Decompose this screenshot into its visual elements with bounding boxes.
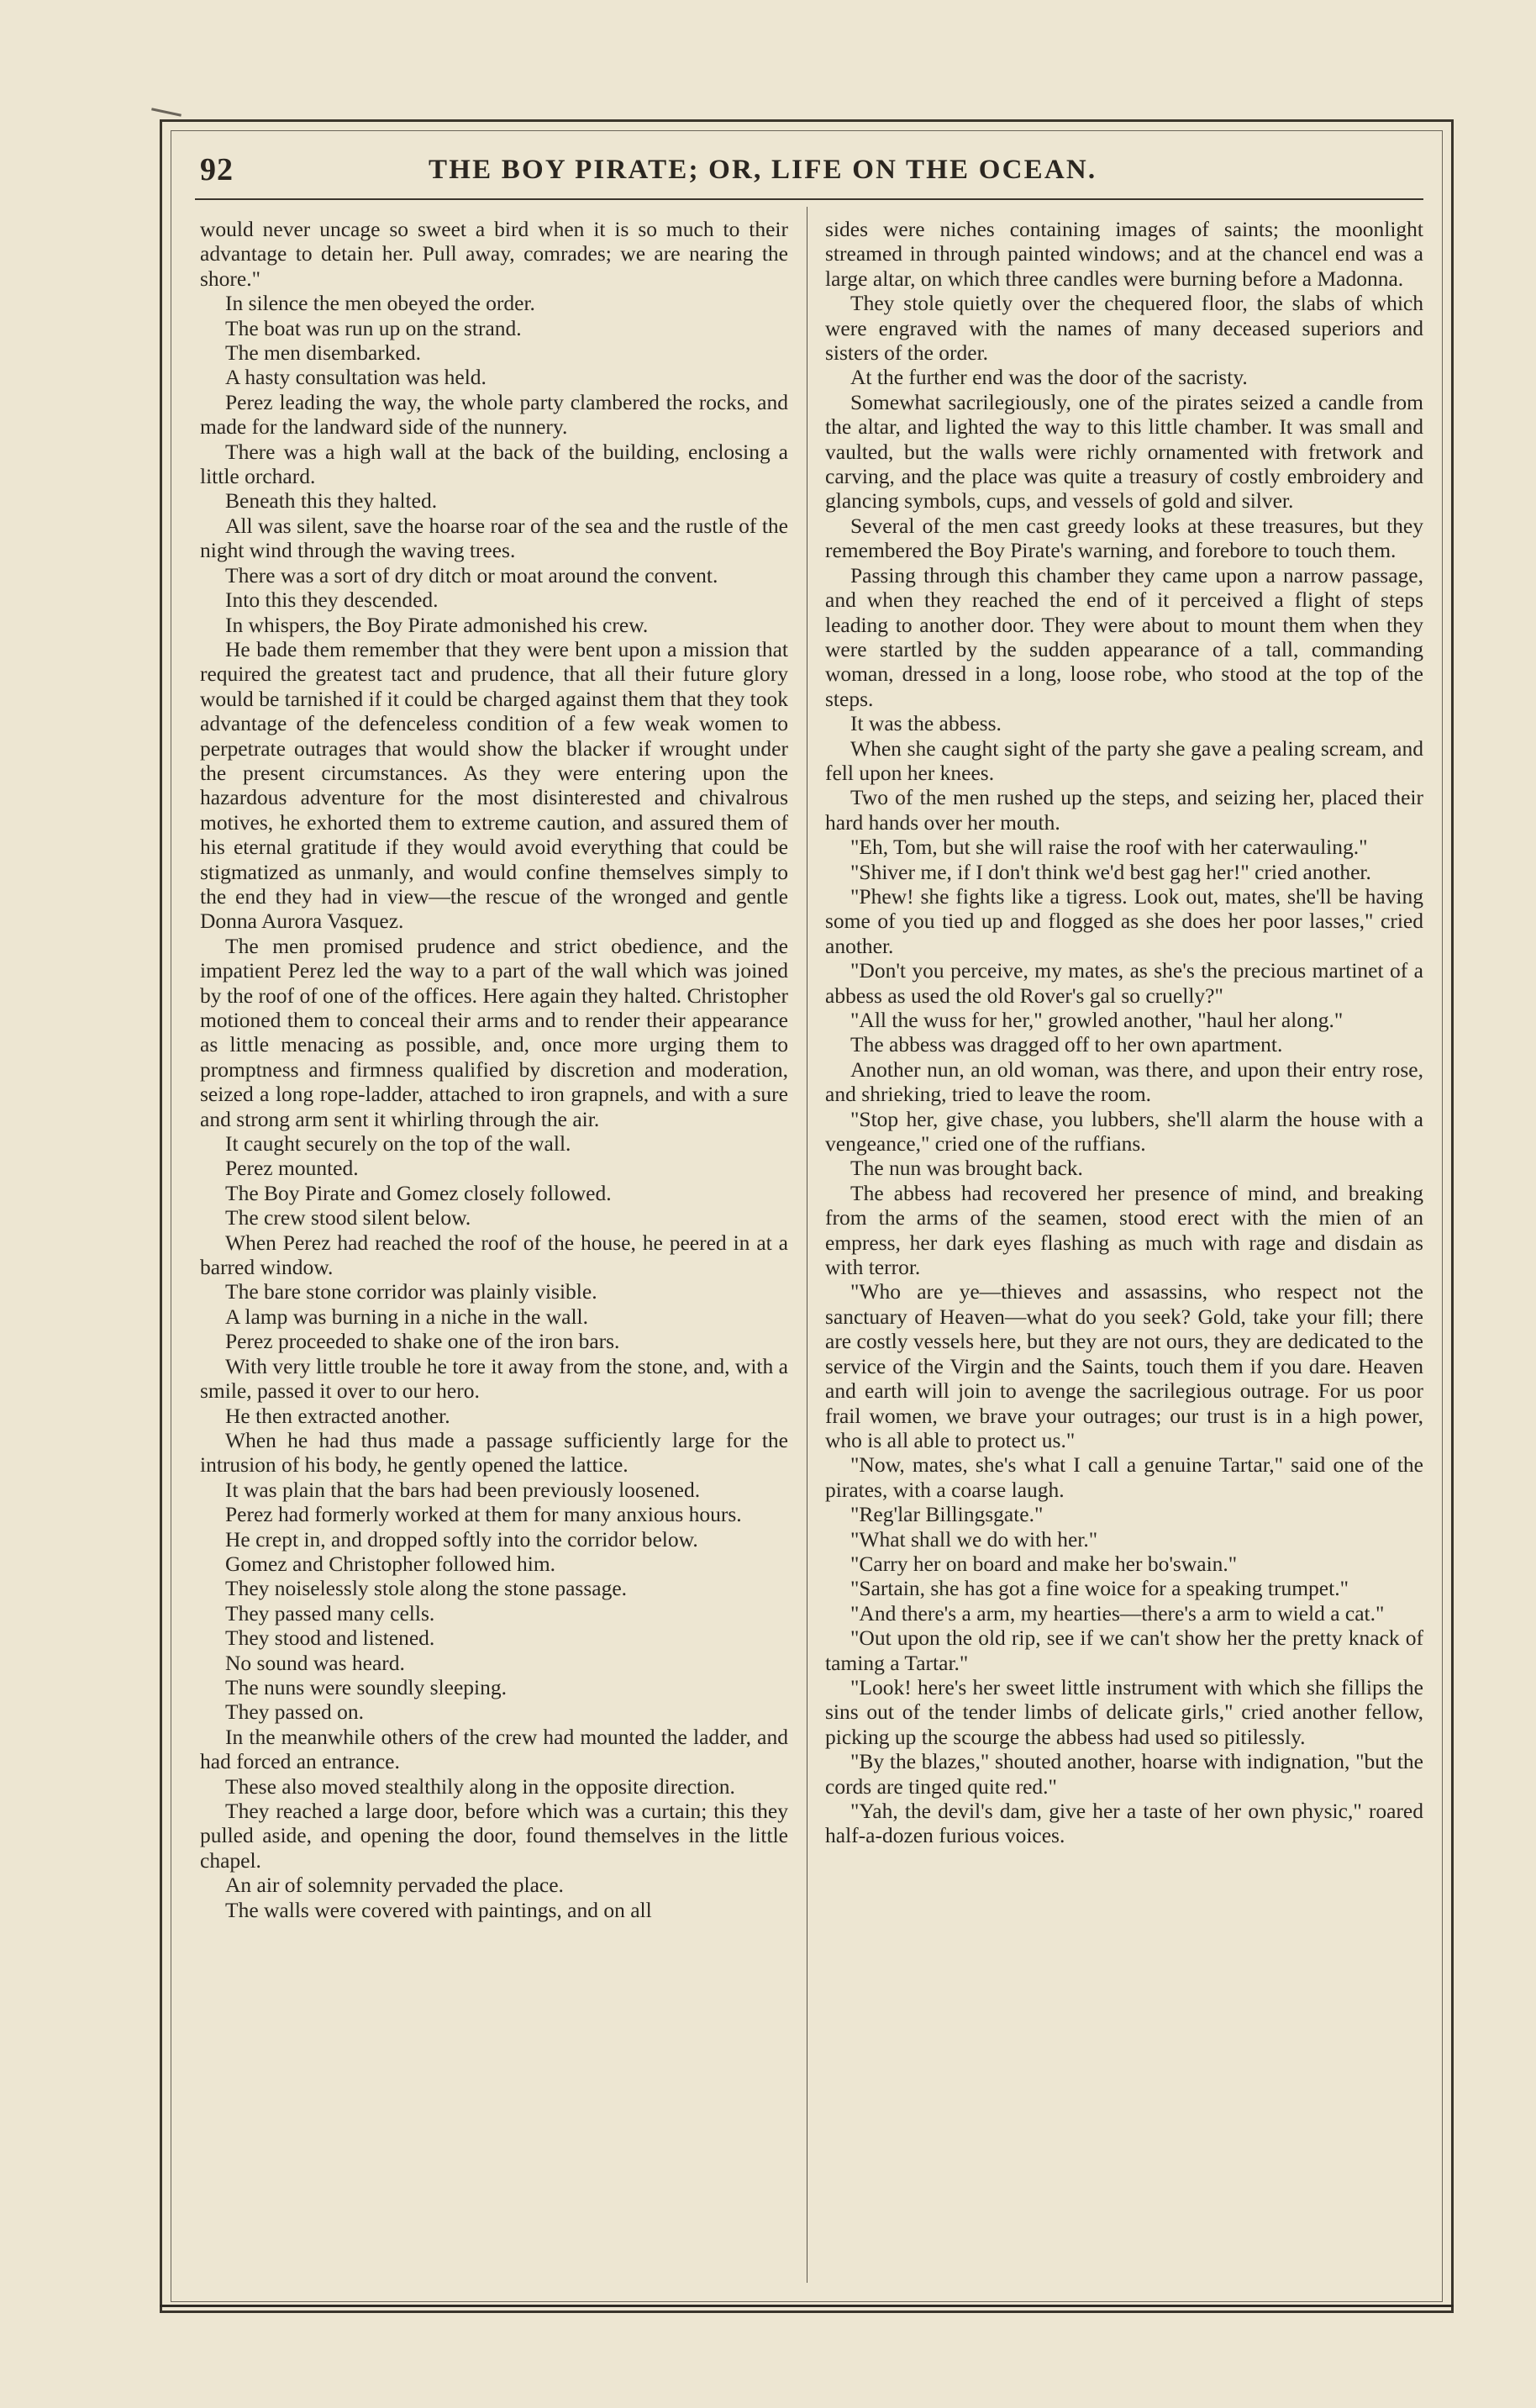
paragraph: In silence the men obeyed the order.	[225, 291, 535, 316]
paragraph: He bade them remember that they were bent upon a mission that required the greatest tact and prudence, that all their future glory would be tarnished if it could be charged against them that they took advantage of the defenceless condition of a few weak women to perpetrate outrages that would show the blacker if wrought under the present circumstances. As they were entering upon the hazardous adventure for the most disinterested and chivalrous motives, he exhorted them to extreme caution, and assured them of his eternal gratitude if they would avoid everything that could be stigmatized as unmanly, and would confine themselves simply to the end they had in view—the rescue of the wronged and gentle Donna Aurora Vasquez.	[200, 636, 788, 934]
paragraph: When he had thus made a passage sufficiently large for the intrusion of his body, he gently opened the lattice.	[200, 1427, 788, 1478]
paragraph: Two of the men rushed up the steps, and seizing her, placed their hard hands over her mouth.	[825, 785, 1423, 835]
running-title: THE BOY PIRATE; OR, LIFE ON THE OCEAN.	[429, 155, 1097, 185]
paragraph: The abbess was dragged off to her own apartment.	[850, 1032, 1283, 1057]
paragraph: "Phew! she fights like a tigress. Look out, mates, she'll be having some of you tied up and flogged as she does her poor lasses," cried another.	[825, 883, 1423, 958]
paragraph: He then extracted another.	[225, 1403, 450, 1428]
paragraph: "Don't you perceive, my mates, as she's the precious martinet of a abbess as used the old Rover's gal so cruelly?"	[825, 958, 1423, 1008]
paragraph: Somewhat sacrilegiously, one of the pirates seized a candle from the altar, and lighted the way to this little chamber. It was small and vaulted, but the walls were richly ornamented with fretwork and carving, and the place was quite a treasury of costly embroidery and glancing symbols, cups, and vessels of gold and silver.	[825, 389, 1423, 514]
paragraph: There was a sort of dry ditch or moat around the convent.	[225, 562, 718, 588]
paragraph: Perez leading the way, the whole party clambered the rocks, and made for the landward side of the nunnery.	[200, 389, 788, 440]
paragraph: Another nun, an old woman, was there, and upon their entry rose, and shrieking, tried to leave the room.	[825, 1056, 1423, 1107]
left-column	[200, 217, 788, 2268]
paragraph: "Who are ye—thieves and assassins, who respect not the sanctuary of Heaven—what do you seek? Gold, take your fill; there are costly vessels here, but they are not ours, they are dedicated to the service of the Virgin and the Saints, touch them if you dare. Heaven and earth will join to avenge the sacrilegious outrage. For us poor frail women, we brave your outrages; our trust is in a high power, who is all able to protect us."	[825, 1279, 1423, 1452]
paragraph: They stole quietly over the chequered floor, the slabs of which were engraved with the names of many deceased superiors and sisters of the order.	[825, 291, 1423, 366]
paragraph: A hasty consultation was held.	[225, 365, 487, 390]
paragraph: It caught securely on the top of the wall.	[225, 1131, 571, 1157]
paragraph: "Look! here's her sweet little instrument with which she fillips the sins out of the tender limbs of delicate girls," cried another fellow, picking up the scourge the abbess had used so pitilessly.	[825, 1674, 1423, 1749]
paragraph: It was plain that the bars had been previously loosened.	[225, 1477, 701, 1502]
right-column	[825, 217, 1423, 2268]
page-number: 92	[200, 152, 234, 187]
paragraph: "Reg'lar Billingsgate."	[850, 1502, 1044, 1527]
paragraph: When Perez had reached the roof of the house, he peered in at a barred window.	[200, 1230, 788, 1280]
paragraph: The bare stone corridor was plainly visible.	[225, 1279, 597, 1304]
paragraph: "By the blazes," shouted another, hoarse with indignation, "but the cords are tinged quite red."	[825, 1749, 1423, 1799]
paragraph: "All the wuss for her," growled another, "haul her along."	[850, 1008, 1344, 1032]
paragraph: would never uncage so sweet a bird when it is so much to their advantage to detain her. Pull away, comrades; we are nearing the shore."	[200, 217, 788, 291]
scan-corner-mark	[151, 108, 181, 116]
paragraph: The Boy Pirate and Gomez closely followed.	[225, 1180, 612, 1205]
paragraph: The crew stood silent below.	[225, 1205, 471, 1230]
paragraph: It was the abbess.	[850, 711, 1002, 736]
paragraph: All was silent, save the hoarse roar of the sea and the rustle of the night wind through the waving trees.	[200, 513, 788, 563]
paragraph: Several of the men cast greedy looks at these treasures, but they remembered the Boy Pirate's warning, and forebore to touch them.	[825, 513, 1423, 563]
paragraph: These also moved stealthily along in the opposite direction.	[225, 1773, 735, 1799]
paragraph: The men promised prudence and strict obedience, and the impatient Perez led the way to a part of the wall which was joined by the roof of one of the offices. Here again they halted. Christopher motioned them to conceal their arms and to render their appearance as little menacing as possible, and, once more urging them to promptness and firmness qualified by discretion and moderation, seized a long rope-ladder, attached to iron grapnels, and with a sure and strong arm sent it whirling through the air.	[200, 933, 788, 1131]
paragraph: "Carry her on board and make her bo'swain."	[850, 1551, 1238, 1576]
paragraph: Perez proceeded to shake one of the iron bars.	[225, 1329, 620, 1354]
paragraph: "And there's a arm, my hearties—there's a arm to wield a cat."	[850, 1600, 1385, 1626]
paragraph: The walls were covered with paintings, and on all	[225, 1897, 652, 1922]
paragraph: The men disembarked.	[225, 340, 421, 366]
paragraph: Into this they descended.	[225, 588, 439, 613]
paragraph: The boat was run up on the strand.	[225, 315, 522, 340]
paragraph: Perez had formerly worked at them for many anxious hours.	[225, 1502, 742, 1527]
paragraph: They passed many cells.	[225, 1600, 435, 1626]
paragraph: Gomez and Christopher followed him.	[225, 1551, 556, 1576]
paragraph: He crept in, and dropped softly into the corridor below.	[225, 1526, 698, 1552]
header-rule	[195, 198, 1423, 200]
paragraph: "Out upon the old rip, see if we can't show her the pretty knack of taming a Tartar."	[825, 1626, 1423, 1675]
paragraph: An air of solemnity pervaded the place.	[225, 1873, 564, 1898]
paragraph: They reached a large door, before which was a curtain; this they pulled aside, and opening the door, found themselves in the little chapel.	[200, 1799, 788, 1873]
paragraph: There was a high wall at the back of the building, enclosing a little orchard.	[200, 439, 788, 489]
paragraph: With very little trouble he tore it away from the stone, and, with a smile, passed it over to our hero.	[200, 1353, 788, 1404]
paragraph: "Now, mates, she's what I call a genuine Tartar," said one of the pirates, with a coarse laugh.	[825, 1452, 1423, 1502]
paragraph: "What shall we do with her."	[850, 1526, 1098, 1552]
paragraph: No sound was heard.	[225, 1650, 405, 1675]
paragraph: They passed on.	[225, 1699, 365, 1725]
paragraph: The nun was brought back.	[850, 1156, 1083, 1181]
paragraph: The nuns were soundly sleeping.	[225, 1674, 507, 1699]
paragraph: "Sartain, she has got a fine woice for a speaking trumpet."	[850, 1576, 1349, 1601]
paragraph: The abbess had recovered her presence of mind, and breaking from the arms of the seamen, stood erect with the mien of an empress, her dark eyes flashing as much with rage and disdain as with terror.	[825, 1180, 1423, 1280]
paragraph: A lamp was burning in a niche in the wall.	[225, 1304, 588, 1329]
bottom-rule	[160, 2305, 1454, 2307]
paragraph: They noiselessly stole along the stone passage.	[225, 1576, 628, 1601]
paragraph: At the further end was the door of the sacristy.	[850, 365, 1248, 390]
paragraph: "Yah, the devil's dam, give her a taste of her own physic," roared half-a-dozen furious voices.	[825, 1799, 1423, 1848]
paragraph: "Stop her, give chase, you lubbers, she'll alarm the house with a vengeance," cried one of the ruffians.	[825, 1106, 1423, 1157]
paragraph: "Eh, Tom, but she will raise the roof with her caterwauling."	[850, 835, 1368, 860]
paragraph: Perez mounted.	[225, 1156, 359, 1181]
paragraph: "Shiver me, if I don't think we'd best gag her!" cried another.	[850, 859, 1371, 884]
paragraph: In the meanwhile others of the crew had mounted the ladder, and had forced an entrance.	[200, 1724, 788, 1774]
paragraph: In whispers, the Boy Pirate admonished his crew.	[225, 612, 649, 637]
paragraph: Passing through this chamber they came upon a narrow passage, and when they reached the end of it perceived a flight of steps leading to another door. They were about to mount them when they were startled by the sudden appearance of a tall, commanding woman, dressed in a long, loose robe, who stood at the top of the steps.	[825, 562, 1423, 711]
paragraph: They stood and listened.	[225, 1626, 435, 1651]
paragraph: Beneath this they halted.	[225, 488, 438, 514]
paragraph: sides were niches containing images of saints; the moonlight streamed in through painted windows; and at the chancel end was a large altar, on which three candles were burning before a Madonna.	[825, 217, 1423, 291]
paragraph: When she caught sight of the party she gave a pealing scream, and fell upon her knees.	[825, 735, 1423, 785]
